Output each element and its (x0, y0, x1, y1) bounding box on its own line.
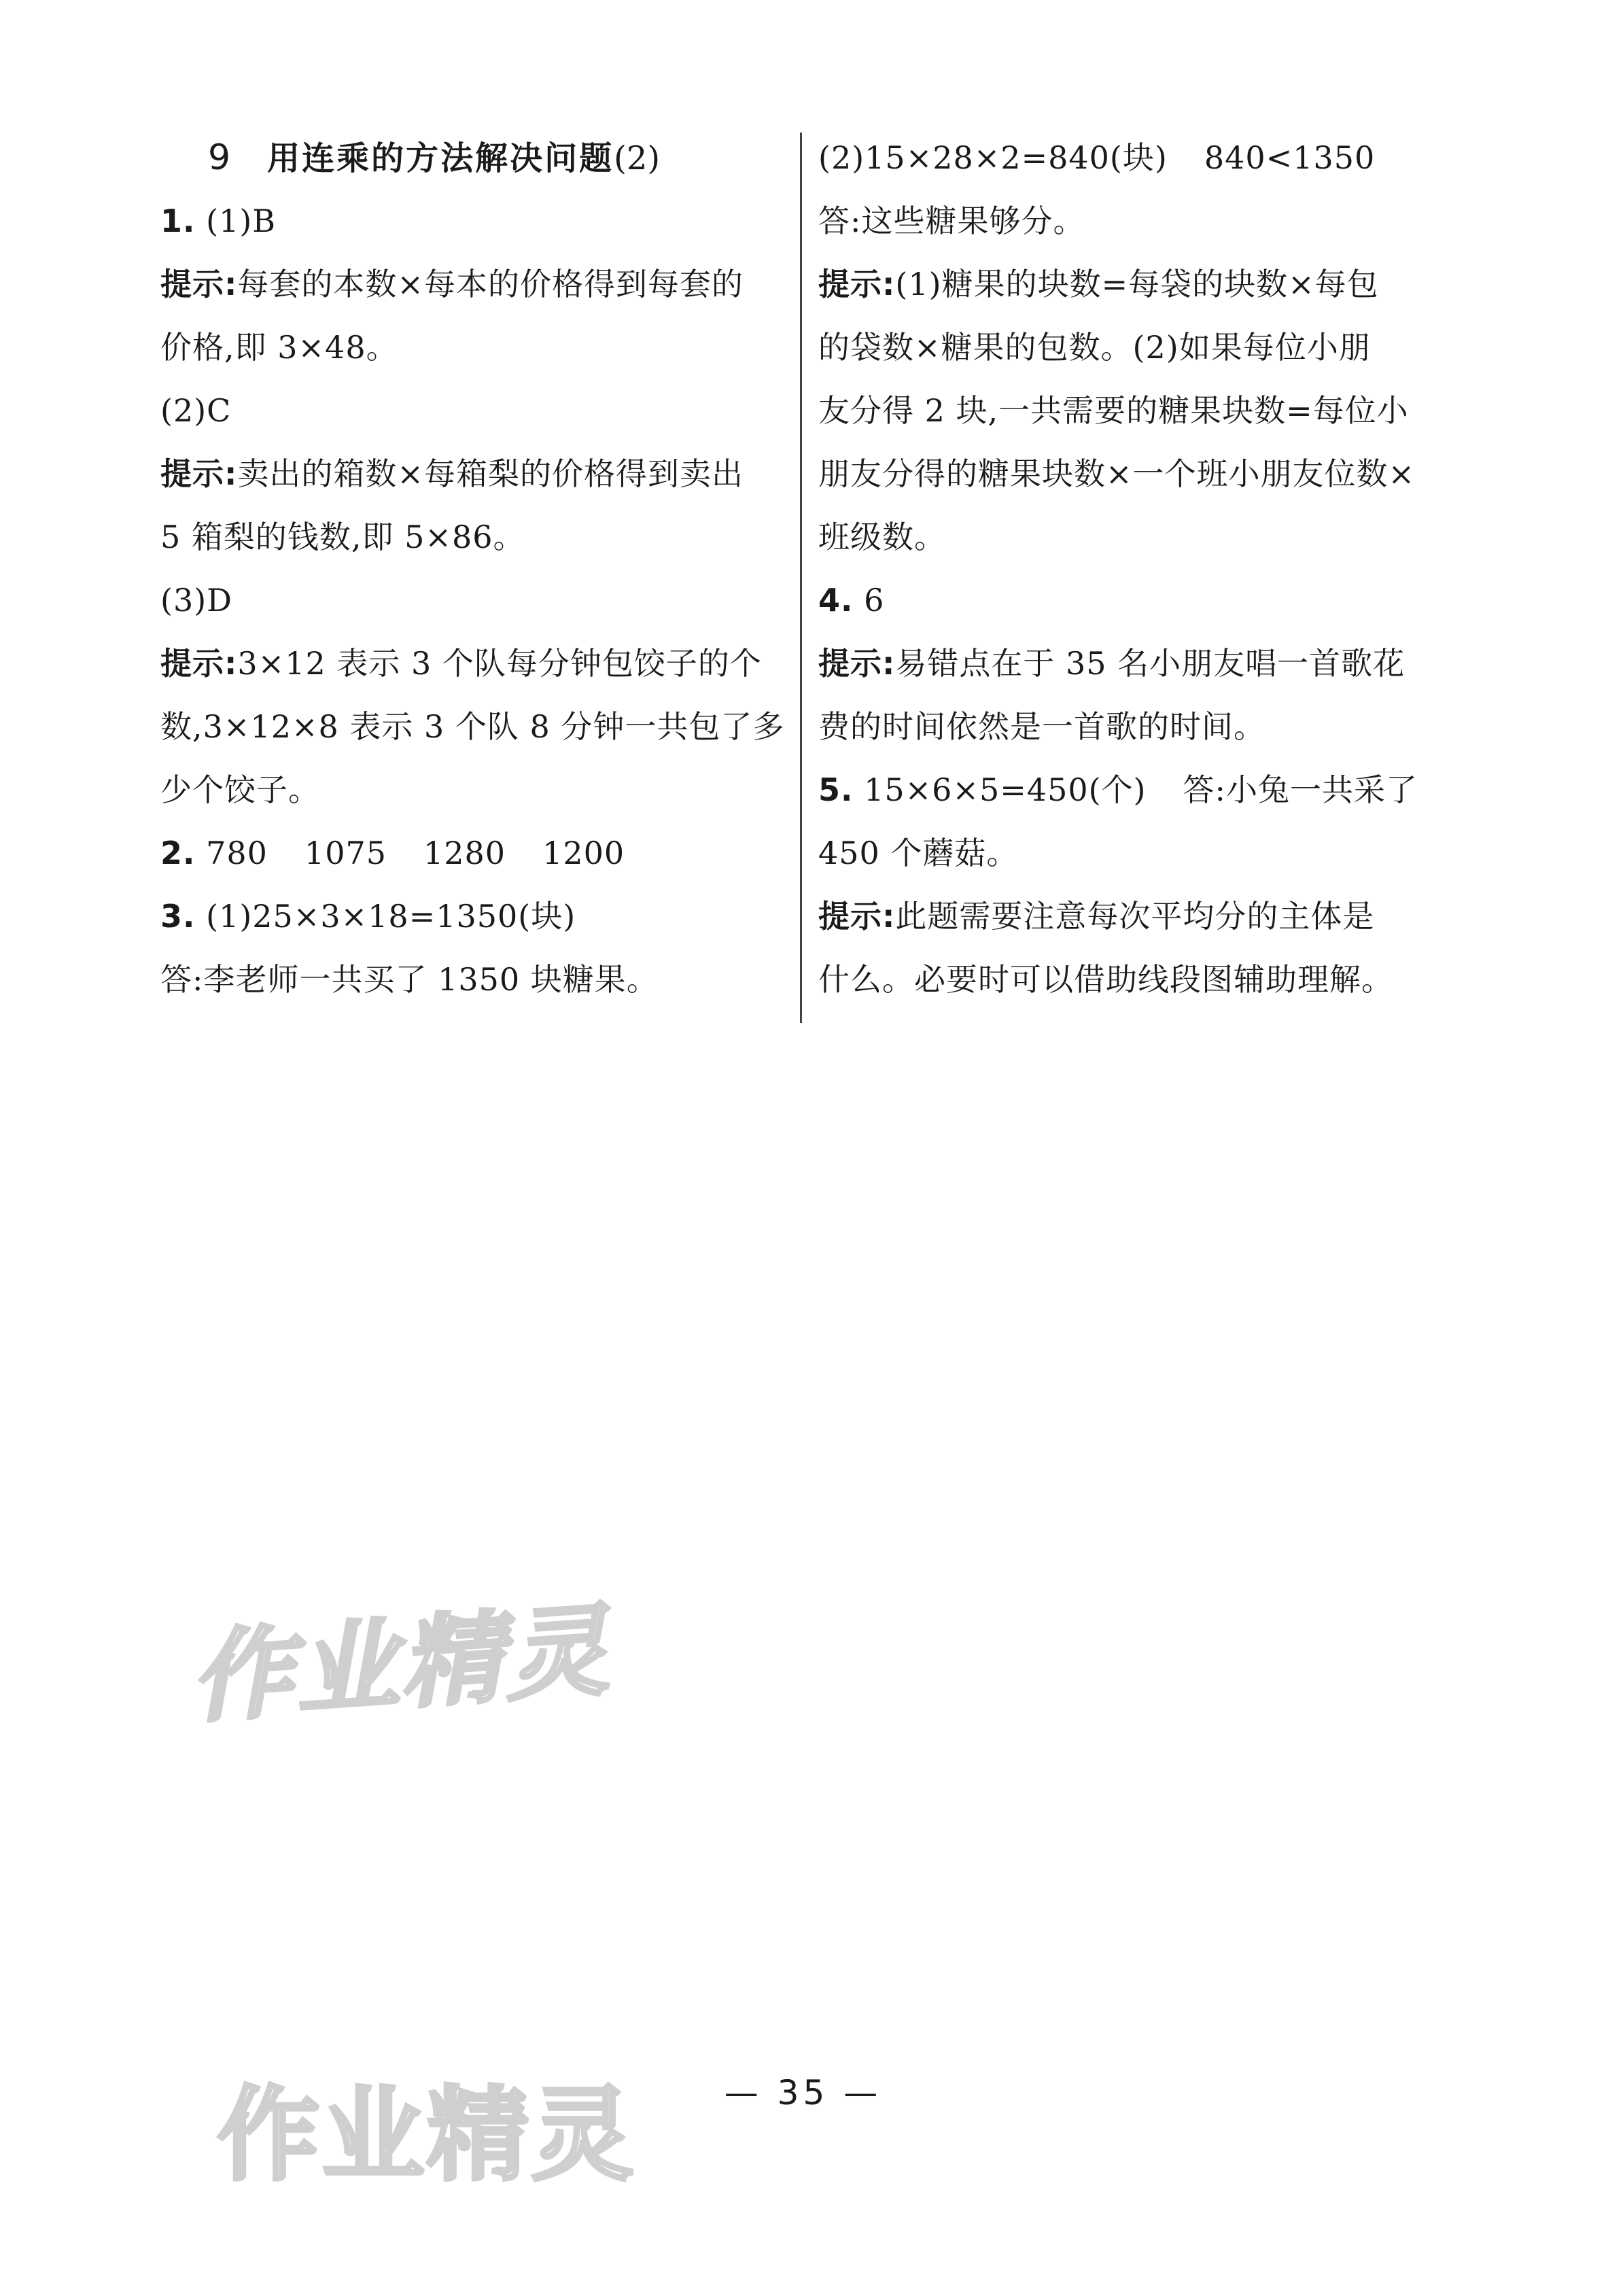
q3-b-equation-line (818, 126, 1444, 190)
q1-c-hint-line-2: 数,3×12×8 表示 3 个队 8 分钟一共包了多 (160, 708, 785, 745)
q1-b-answer: (2)C (160, 392, 232, 429)
q3-b-answer: 答:这些糖果够分。 (818, 203, 1085, 239)
q3-hint-line-5: 班级数。 (818, 519, 946, 555)
q1-a-hint-line-2: 价格,即 3×48。 (160, 329, 398, 366)
q5-hint-line-2: 什么。必要时可以借助线段图辅助理解。 (818, 961, 1393, 998)
q2-answer-2: 1075 (304, 835, 387, 871)
section-title: 用连乘的方法解决问题 (267, 139, 614, 177)
q1-c-hint-line-3: 少个饺子。 (160, 771, 320, 808)
q1-c-answer: (3)D (160, 582, 233, 619)
right-column (818, 126, 1444, 1011)
q4-label: 4. (818, 582, 854, 619)
q2-answer-4: 1200 (542, 835, 625, 871)
q1-a-hint-line-1 (160, 253, 786, 316)
section-suffix: (2) (614, 139, 661, 177)
section-heading (160, 126, 786, 190)
q5-answer-part-2: 450 个蘑菇。 (818, 835, 1019, 871)
q3-a-equation: (1)25×3×18=1350(块) (206, 898, 576, 935)
q2-answer-1: 780 (206, 835, 268, 871)
q1-b-hint-line-1 (160, 442, 786, 506)
hint-label: 提示: (818, 898, 896, 935)
q3-label: 3. (160, 898, 196, 935)
watermark-logo: 作业精灵 (217, 2076, 637, 2195)
q4-answer: 6 (864, 582, 885, 619)
q4-answer-line (818, 569, 1444, 632)
q5-hint-text: 此题需要注意每次平均分的主体是 (895, 898, 1375, 935)
q3-b-equation: (2)15×28×2=840(块) (818, 139, 1168, 176)
q1-c-hint-line-1 (160, 632, 786, 695)
q4-hint-text: 易错点在于 35 名小朋友唱一首歌花 (895, 645, 1406, 682)
q5-answer-part-1: 答:小兔一共采了 (1183, 771, 1418, 808)
hint-label: 提示: (160, 266, 238, 302)
q2-answer-line (160, 822, 786, 885)
q3-hint-line-4: 朋友分得的糖果块数×一个班小朋友位数× (818, 455, 1416, 492)
hint-label: 提示: (160, 455, 238, 492)
q3-hint-text: (1)糖果的块数=每袋的块数×每包 (895, 266, 1379, 302)
q1-label: 1. (160, 203, 196, 239)
q3-hint-line-2: 的袋数×糖果的包数。(2)如果每位小朋 (818, 329, 1371, 366)
q1-b-hint-line-2: 5 箱梨的钱数,即 5×86。 (160, 519, 525, 555)
watermark-logo: 作业精灵 (188, 1590, 629, 1737)
hint-label: 提示: (818, 266, 896, 302)
q1-a-answer-line (160, 190, 786, 253)
q5-hint-line-1 (818, 885, 1444, 948)
q2-label: 2. (160, 835, 196, 871)
q4-hint-line-1 (818, 632, 1444, 695)
left-column (160, 126, 786, 1011)
q4-hint-line-2: 费的时间依然是一首歌的时间。 (818, 708, 1265, 745)
q1-c-hint-text: 3×12 表示 3 个队每分钟包饺子的个 (237, 645, 762, 682)
q3-hint-line-1 (818, 253, 1444, 316)
q1-a-answer: (1)B (195, 203, 277, 239)
section-number: 9 (208, 137, 231, 178)
page-number: — 35 — (724, 2073, 882, 2112)
q5-equation: 15×6×5=450(个) (864, 771, 1147, 808)
hint-label: 提示: (160, 645, 238, 682)
q2-answer-3: 1280 (423, 835, 506, 871)
q1-a-hint-text: 每套的本数×每本的价格得到每套的 (237, 266, 744, 302)
q3-a-answer: 答:李老师一共买了 1350 块糖果。 (160, 961, 659, 998)
column-divider (800, 133, 802, 1023)
q3-b-compare: 840<1350 (1204, 139, 1376, 176)
hint-label: 提示: (818, 645, 896, 682)
q3-a-equation-line (160, 885, 786, 948)
q1-b-hint-text: 卖出的箱数×每箱梨的价格得到卖出 (237, 455, 744, 492)
q3-hint-line-3: 友分得 2 块,一共需要的糖果块数=每位小 (818, 392, 1409, 429)
q5-equation-line (818, 759, 1444, 822)
q5-label: 5. (818, 771, 854, 808)
